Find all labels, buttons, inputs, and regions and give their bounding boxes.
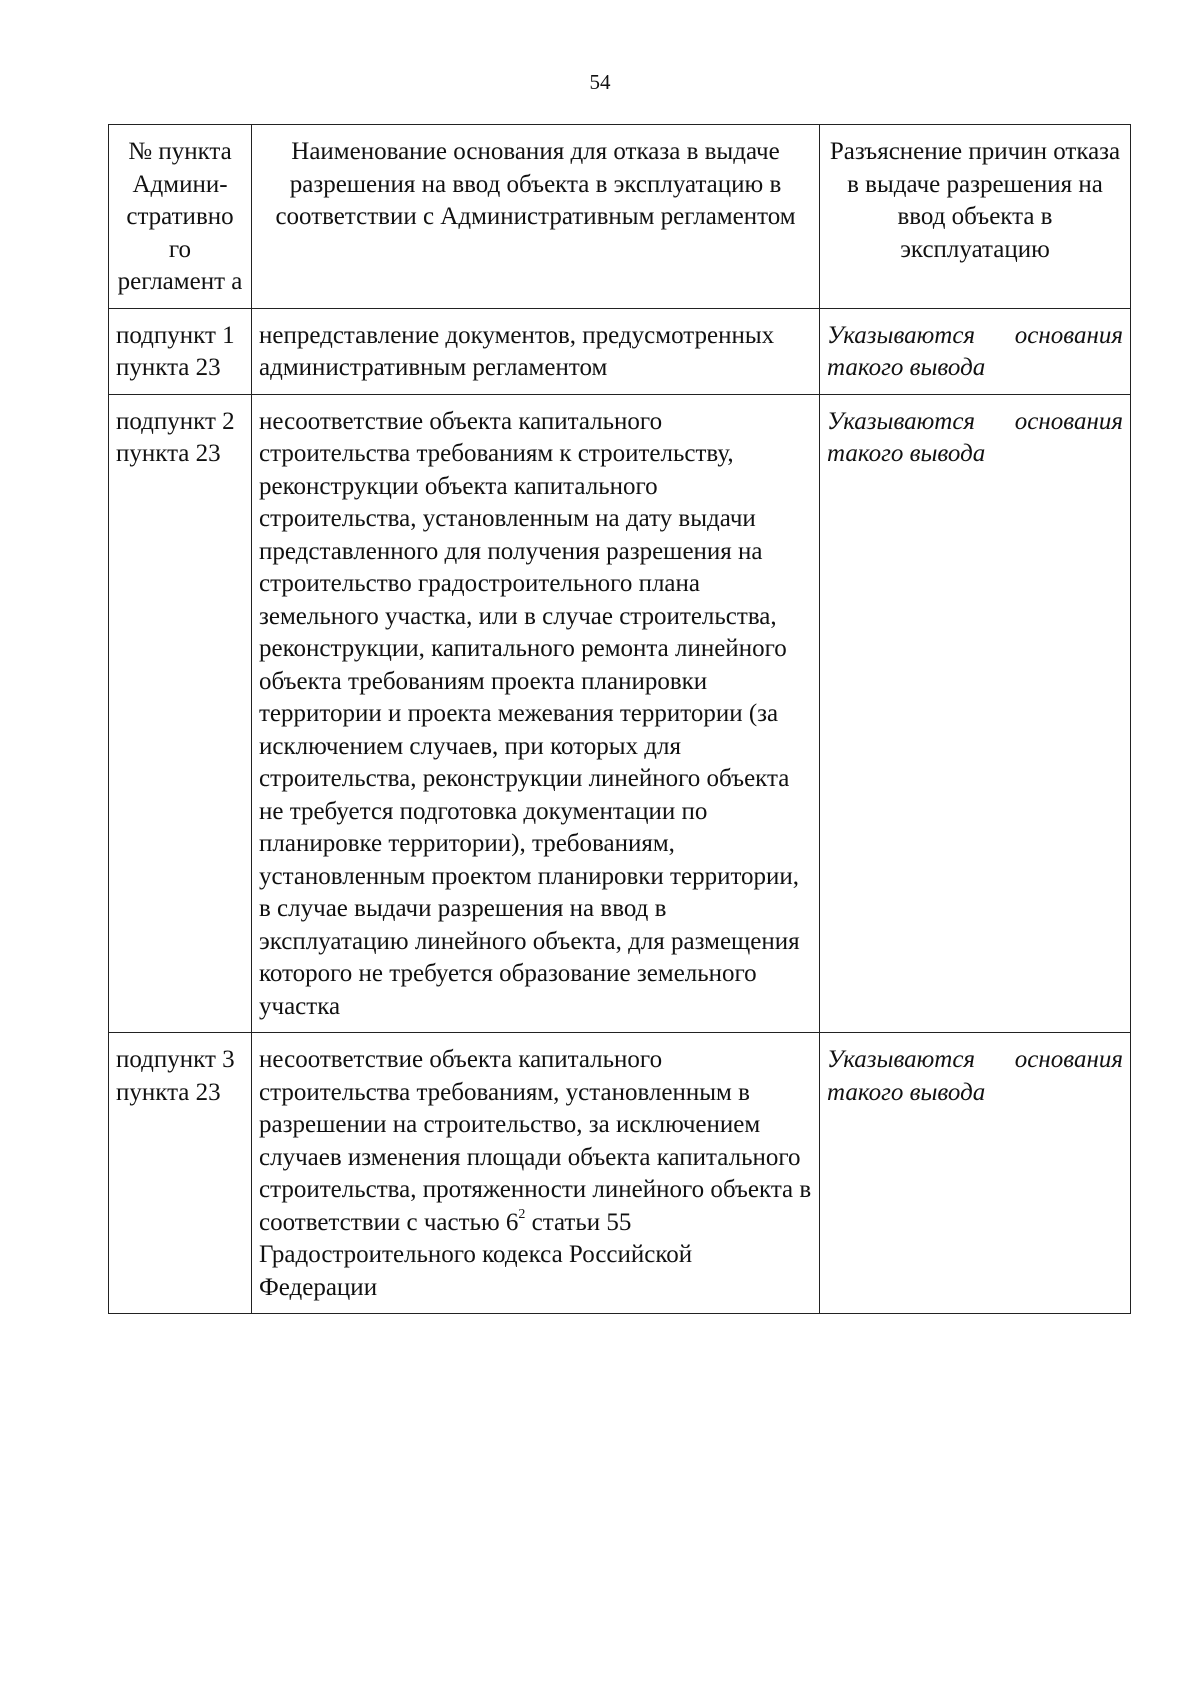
row-refusal-ground [252,1033,820,1314]
header-refusal-ground: Наименование основания для отказа в выдаче разрешения на ввод объекта в эксплуатацию в соответствии с Административным регламентом [252,125,820,309]
row-refusal-ground: несоответствие объекта капитального строительства требованиям к строительству, реконструкции объекта капитального строительства, установленным на дату выдачи представленного для получения разрешения на строительство градостроительного плана земельного участка, или в случае строительства, реконструкции, капитального ремонта линейного объекта требованиям проекта планировки территории и проекта межевания территории (за исключением случаев, при которых для строительства, реконструкции линейного объекта не требуется подготовка документации по планировке территории), требованиям, установленным проектом планировки территории, в случае выдачи разрешения на ввод в эксплуатацию линейного объекта, для размещения которого не требуется образование земельного участка [252,394,820,1033]
reason-text-start: несоответствие объекта капитального строительства требованиям, установленным в разрешении на строительство, за исключением случаев изменения площади объекта капитального строительства, протяженности линейного объекта в соответствии с частью 6 [259,1046,812,1236]
table-header-row [109,125,1131,309]
header-item-number: № пункта Админи-стративно го регламент а [109,125,252,309]
superscript-index: 2 [518,1207,526,1223]
page-number: 54 [589,70,611,94]
table-row [109,394,1131,1033]
table-row [109,308,1131,394]
row-refusal-explanation: Указываются основания такого вывода [820,1033,1131,1314]
row-refusal-explanation: Указываются основания такого вывода [820,394,1131,1033]
row-item-number: подпункт 1 пункта 23 [109,308,252,394]
refusal-grounds-table [108,124,1131,1314]
table-row [109,1033,1131,1314]
row-refusal-explanation: Указываются основания такого вывода [820,308,1131,394]
row-item-number: подпункт 3 пункта 23 [109,1033,252,1314]
row-refusal-ground: непредставление документов, предусмотренных административным регламентом [252,308,820,394]
row-item-number: подпункт 2 пункта 23 [109,394,252,1033]
reason-text-end: статьи 55 Градостроительного кодекса Российской Федерации [259,1208,693,1301]
header-refusal-explanation: Разъяснение причин отказа в выдаче разрешения на ввод объекта в эксплуатацию [820,125,1131,309]
